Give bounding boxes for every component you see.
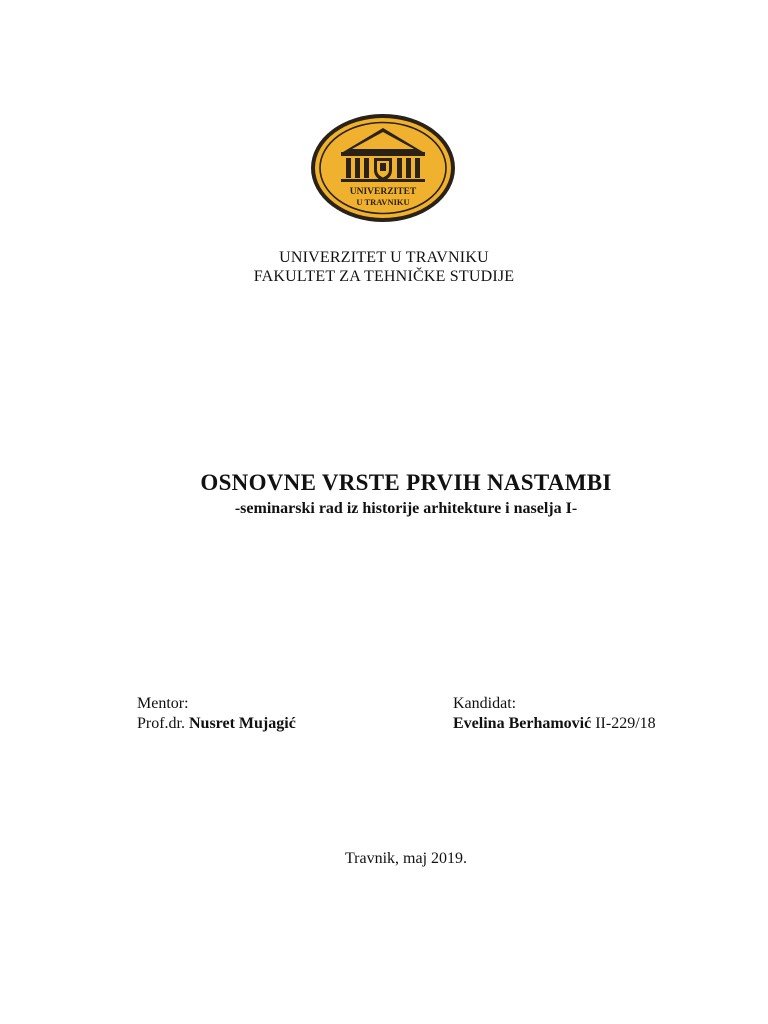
- candidate-block: [453, 694, 656, 734]
- mentor-name: Nusret Mujagić: [189, 715, 296, 732]
- mentor-block: [137, 694, 296, 734]
- candidate-label: Kandidat:: [453, 695, 517, 712]
- candidate-index: II-229/18: [595, 715, 656, 732]
- logo-text-line2: U TRAVNIKU: [356, 197, 410, 207]
- faculty-name: FAKULTET ZA TEHNIČKE STUDIJE: [253, 268, 515, 285]
- candidate-line: [453, 714, 656, 734]
- mentor-title: Prof.dr.: [137, 715, 185, 732]
- place-date: Travnik, maj 2019.: [344, 850, 468, 867]
- mentor-line: [137, 714, 296, 734]
- candidate-name: Evelina Berhamović: [453, 715, 592, 732]
- university-name: UNIVERZITET U TRAVNIKU: [279, 249, 489, 266]
- paper-title: OSNOVNE VRSTE PRVIH NASTAMBI: [200, 470, 612, 495]
- mentor-label: Mentor:: [137, 695, 189, 712]
- logo-text-line1: UNIVERZITET: [349, 187, 417, 197]
- university-logo: [308, 112, 458, 224]
- paper-subtitle: -seminarski rad iz historije arhitekture i naselja I-: [234, 500, 578, 517]
